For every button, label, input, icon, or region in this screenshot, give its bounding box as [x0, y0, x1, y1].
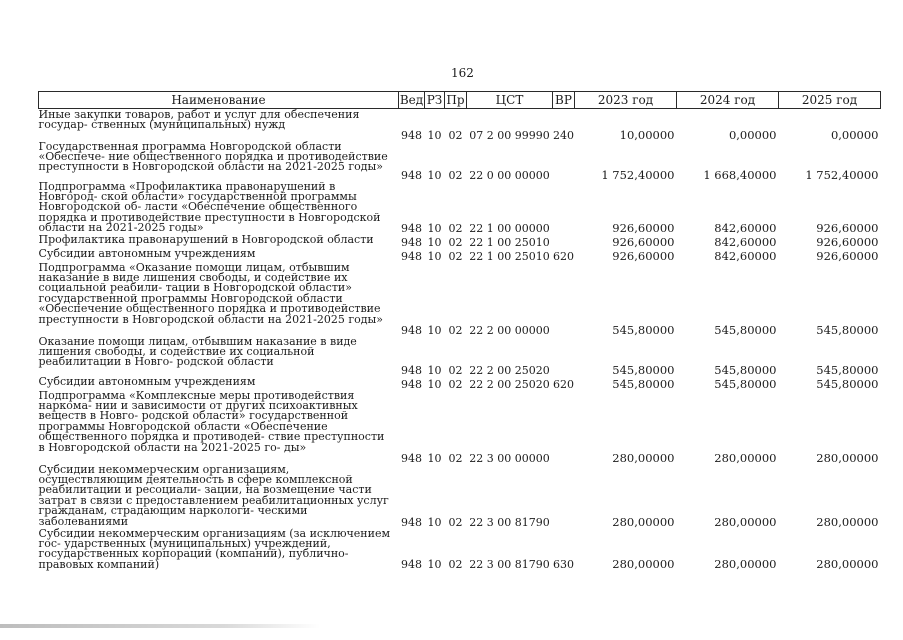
col-header-ved: Вед — [399, 93, 424, 107]
row-2024: 545,80000 — [714, 362, 777, 377]
table-row — [39, 234, 881, 248]
row-rz: 10 — [427, 221, 442, 235]
row-2025: 926,60000 — [816, 234, 879, 249]
col-header-2024: 2024 год — [677, 92, 779, 109]
row-name: Иные закупки товаров, работ и услуг для обеспечения государ- ственных (муниципальных) нужд — [38, 108, 360, 132]
row-vr — [553, 181, 575, 234]
row-ved: 948 — [401, 168, 422, 182]
row-pr: 02 — [448, 515, 463, 529]
row-ved: 948 — [401, 451, 422, 465]
table-row — [39, 248, 881, 262]
row-name: Подпрограмма «Комплексные меры противодействия наркома- нии и зависимости от других психоактивных веществ в Новго- родской области» государственной программы Новгородской области «Обеспечение общественного порядка и противодей- ствие преступности в Новгородской области на 2021-2025 го- ды» — [38, 388, 385, 454]
row-2023: 280,00000 — [612, 514, 675, 529]
table-row — [39, 109, 881, 141]
row-2024: 842,60000 — [714, 234, 777, 249]
row-ved: 948 — [401, 128, 422, 142]
row-cst: 22 2 00 25020 — [469, 377, 550, 391]
row-cst: 22 1 00 25010 — [469, 235, 550, 249]
row-ved: 948 — [401, 235, 422, 249]
row-2024: 1 668,40000 — [703, 167, 777, 182]
col-header-name: Наименование — [39, 92, 399, 109]
row-vr: 630 — [553, 558, 574, 572]
row-2023: 545,80000 — [612, 362, 675, 377]
row-vr: 240 — [553, 128, 574, 142]
row-cst: 22 3 00 81790 — [469, 515, 550, 529]
row-name: Субсидии автономным учреждениям — [38, 246, 256, 260]
row-rz: 10 — [427, 363, 442, 377]
row-2025: 545,80000 — [816, 376, 879, 391]
row-2023: 926,60000 — [612, 248, 675, 263]
row-2025: 926,60000 — [816, 220, 879, 235]
row-2024: 545,80000 — [714, 376, 777, 391]
row-cst: 22 0 00 00000 — [469, 168, 550, 182]
row-name: Оказание помощи лицам, отбывшим наказание в виде лишения свободы, и содействие их социальной реабилитации в Новго- родской области — [38, 334, 357, 369]
col-header-pr: Пр — [446, 93, 465, 107]
row-rz: 10 — [427, 249, 442, 263]
row-2025: 545,80000 — [816, 362, 879, 377]
row-2023: 280,00000 — [612, 450, 675, 465]
row-2025: 280,00000 — [816, 514, 879, 529]
row-vr — [553, 464, 575, 528]
table-row — [39, 336, 881, 376]
row-rz: 10 — [427, 128, 442, 142]
row-pr: 02 — [448, 377, 463, 391]
scan-edge-shadow — [0, 624, 320, 628]
row-pr: 02 — [448, 249, 463, 263]
row-2025: 926,60000 — [816, 248, 879, 263]
row-rz: 10 — [427, 515, 442, 529]
table-row — [39, 262, 881, 336]
table-row — [39, 390, 881, 464]
row-vr: 620 — [553, 249, 574, 263]
row-vr — [553, 390, 575, 464]
row-2023: 926,60000 — [612, 220, 675, 235]
row-2025: 545,80000 — [816, 322, 879, 337]
row-cst: 22 1 00 00000 — [469, 221, 550, 235]
row-2024: 0,00000 — [728, 127, 777, 142]
row-cst: 22 3 00 00000 — [469, 451, 550, 465]
row-2024: 545,80000 — [714, 322, 777, 337]
row-rz: 10 — [427, 451, 442, 465]
row-2024: 842,60000 — [714, 248, 777, 263]
row-2025: 280,00000 — [816, 450, 879, 465]
row-ved: 948 — [401, 558, 422, 572]
row-ved: 948 — [401, 363, 422, 377]
row-name: Субсидии некоммерческим организациям, осуществляющим деятельность в сфере комплексной реабилитации и ресоциали- зации, на возмещение части затрат в связи с предоставлением реабилитационных услуг гражданам, страдающим наркологи- ческими заболеваниями — [38, 462, 389, 528]
row-ved: 948 — [401, 249, 422, 263]
col-header-2023: 2023 год — [575, 92, 677, 109]
page-number: 162 — [451, 66, 474, 80]
col-header-rz: РЗ — [425, 92, 445, 109]
row-cst: 22 3 00 81790 — [469, 558, 550, 572]
row-2025: 280,00000 — [816, 557, 879, 572]
row-rz: 10 — [427, 168, 442, 182]
row-name: Подпрограмма «Профилактика правонарушений в Новгород- ской области» государственной программы Новгородской об- ласти «Обеспечение общественного порядка и противодействие преступности в Новгородской области на 2021-2025 годы» — [38, 179, 381, 235]
row-vr — [553, 234, 575, 248]
row-vr — [553, 262, 575, 336]
row-2023: 1 752,40000 — [601, 167, 675, 182]
col-header-2025: 2025 год — [779, 92, 881, 109]
budget-table — [38, 91, 881, 570]
row-2025: 0,00000 — [830, 127, 879, 142]
row-pr: 02 — [448, 558, 463, 572]
row-rz: 10 — [427, 558, 442, 572]
row-pr: 02 — [448, 323, 463, 337]
row-2023: 545,80000 — [612, 322, 675, 337]
col-header-cst: ЦСТ — [467, 92, 553, 109]
table-row — [39, 376, 881, 390]
row-ved: 948 — [401, 221, 422, 235]
row-2023: 10,00000 — [619, 127, 675, 142]
row-pr: 02 — [448, 235, 463, 249]
col-header-vr: ВР — [553, 92, 575, 109]
row-2025: 1 752,40000 — [805, 167, 879, 182]
row-2024: 280,00000 — [714, 450, 777, 465]
row-2024: 842,60000 — [714, 220, 777, 235]
row-pr: 02 — [448, 128, 463, 142]
row-2023: 545,80000 — [612, 376, 675, 391]
row-pr: 02 — [448, 451, 463, 465]
row-rz: 10 — [427, 235, 442, 249]
row-vr — [553, 141, 575, 181]
row-pr: 02 — [448, 168, 463, 182]
row-ved: 948 — [401, 323, 422, 337]
row-vr — [553, 336, 575, 376]
row-2023: 280,00000 — [612, 557, 675, 572]
table-row — [39, 528, 881, 571]
row-name: Субсидии некоммерческим организациям (за исключением гос- ударственных (муниципальных) учреждений, государственных корпораций (компаний), публично-правовых компаний) — [38, 526, 391, 571]
row-ved: 948 — [401, 377, 422, 391]
row-name: Подпрограмма «Оказание помощи лицам, отбывшим наказание в виде лишения свободы, и содействие их социальной реабили- тации в Новгородской области» государственной программы Новгородской области «Обеспечение общественного порядка и противодействие преступности в Новгородской области на 2021-2025 годы» — [38, 260, 383, 326]
row-2023: 926,60000 — [612, 234, 675, 249]
row-cst: 22 1 00 25010 — [469, 249, 550, 263]
row-name: Профилактика правонарушений в Новгородской области — [38, 232, 374, 246]
row-name: Субсидии автономным учреждениям — [38, 374, 256, 388]
row-cst: 22 2 00 25020 — [469, 363, 550, 377]
row-pr: 02 — [448, 221, 463, 235]
row-pr: 02 — [448, 363, 463, 377]
row-vr: 620 — [553, 377, 574, 391]
row-rz: 10 — [427, 323, 442, 337]
row-ved: 948 — [401, 515, 422, 529]
table-row — [39, 141, 881, 181]
row-2024: 280,00000 — [714, 557, 777, 572]
table-header-row — [39, 92, 881, 109]
row-cst: 22 2 00 00000 — [469, 323, 550, 337]
table-row — [39, 181, 881, 234]
row-name: Государственная программа Новгородской области «Обеспече- ние общественного порядка и противодействие преступности в Новгородской области на 2021-2025 годы» — [38, 139, 388, 174]
row-2024: 280,00000 — [714, 514, 777, 529]
row-cst: 07 2 00 99990 — [469, 128, 550, 142]
row-rz: 10 — [427, 377, 442, 391]
table-row — [39, 464, 881, 528]
